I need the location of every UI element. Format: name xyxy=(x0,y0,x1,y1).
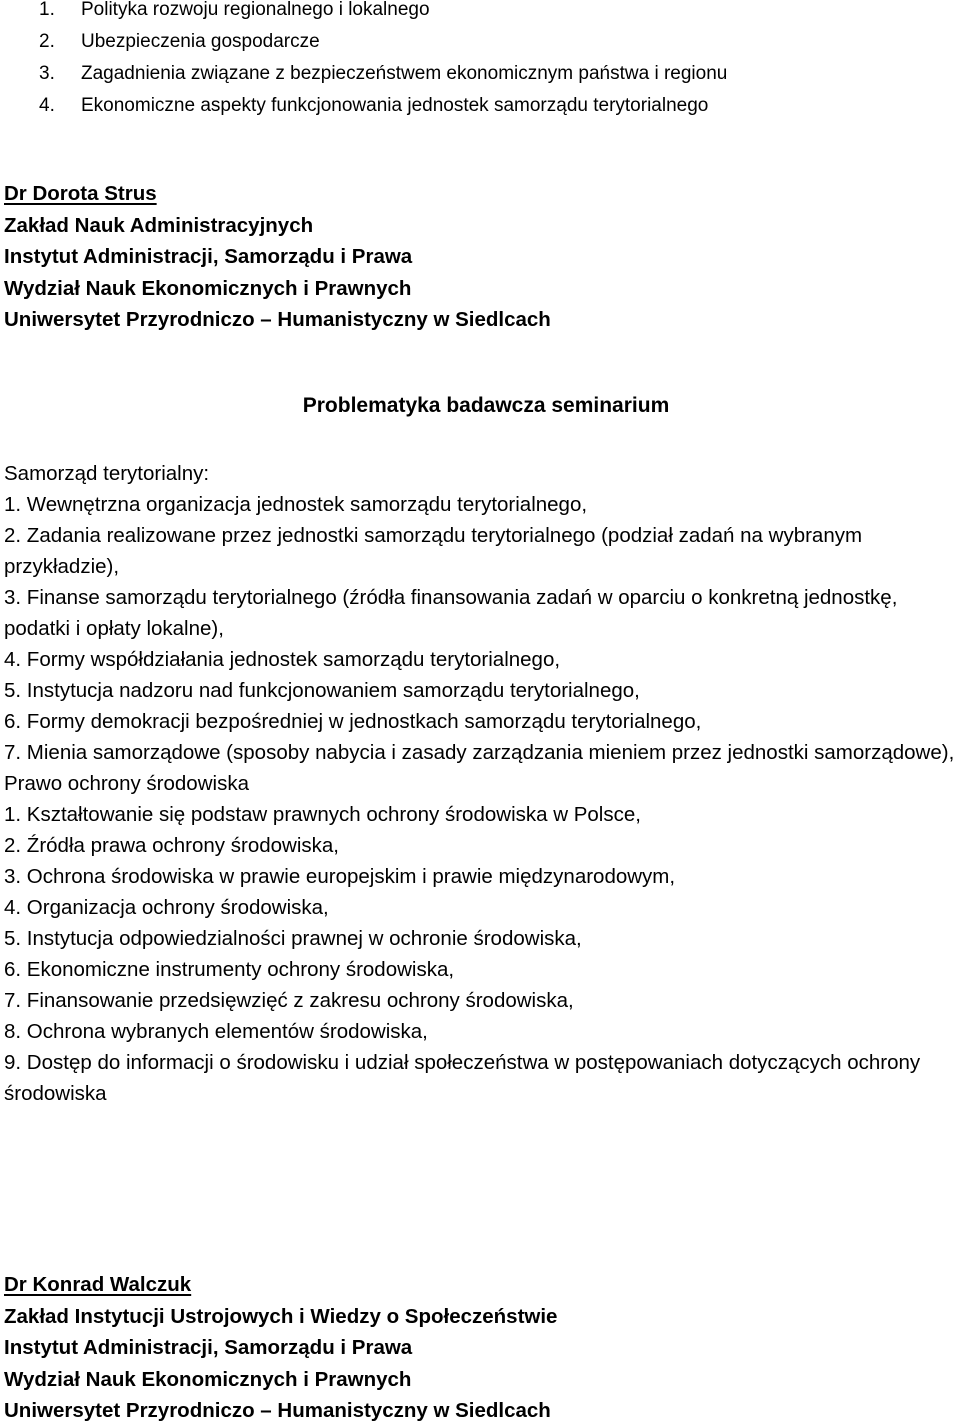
supervisor-1-affiliation xyxy=(4,178,954,336)
faculty: Wydział Nauk Ekonomicznych i Prawnych xyxy=(4,1367,412,1391)
list-item xyxy=(0,90,960,122)
topic-item: 4. Formy współdziałania jednostek samorządu terytorialnego, xyxy=(4,648,561,671)
list-item-text: Ubezpieczenia gospodarcze xyxy=(81,31,320,52)
list-item xyxy=(0,0,960,26)
topic-item: 9. Dostęp do informacji o środowisku i udział społeczeństwa w postępowaniach dotyczących ochrony środowiska xyxy=(4,1051,921,1105)
topic-item: 2. Źródła prawa ochrony środowiska, xyxy=(4,834,339,857)
research-areas-list xyxy=(0,0,960,122)
topic-group-title: Prawo ochrony środowiska xyxy=(4,772,249,795)
topic-item: 6. Formy demokracji bezpośredniej w jednostkach samorządu terytorialnego, xyxy=(4,710,702,733)
topic-item: 6. Ekonomiczne instrumenty ochrony środowiska, xyxy=(4,958,455,981)
list-item-text: Polityka rozwoju regionalnego i lokalnego xyxy=(81,0,430,20)
section-heading: Problematyka badawcza seminarium xyxy=(302,394,670,417)
institute: Instytut Administracji, Samorządu i Prawa xyxy=(4,245,413,268)
topic-item: 2. Zadania realizowane przez jednostki samorządu terytorialnego (podział zadań na wybranym przykładzie), xyxy=(4,524,863,578)
list-item-text: Ekonomiczne aspekty funkcjonowania jednostek samorządu terytorialnego xyxy=(81,95,709,116)
topic-item: 1. Kształtowanie się podstaw prawnych ochrony środowiska w Polsce, xyxy=(4,803,641,826)
supervisor-2-affiliation xyxy=(4,1269,954,1427)
seminar-topics xyxy=(4,458,960,1109)
topic-item: 1. Wewnętrzna organizacja jednostek samorządu terytorialnego, xyxy=(4,493,588,516)
institute: Instytut Administracji, Samorządu i Prawa xyxy=(4,1336,413,1359)
topic-item: 4. Organizacja ochrony środowiska, xyxy=(4,896,329,919)
topic-item: 3. Ochrona środowiska w prawie europejskim i prawie międzynarodowym, xyxy=(4,865,676,888)
list-item-number: 1. xyxy=(39,0,55,20)
list-item-number: 3. xyxy=(39,63,55,84)
university: Uniwersytet Przyrodniczo – Humanistyczny w Siedlcach xyxy=(4,308,551,331)
university: Uniwersytet Przyrodniczo – Humanistyczny w Siedlcach xyxy=(4,1399,551,1422)
supervisor-name: Dr Konrad Walczuk xyxy=(4,1273,192,1296)
list-item-number: 2. xyxy=(39,31,55,52)
topic-item: 5. Instytucja nadzoru nad funkcjonowaniem samorządu terytorialnego, xyxy=(4,679,640,702)
department: Zakład Nauk Administracyjnych xyxy=(4,213,314,237)
department: Zakład Instytucji Ustrojowych i Wiedzy o Społeczeństwie xyxy=(4,1304,558,1328)
list-item-text: Zagadnienia związane z bezpieczeństwem ekonomicznym państwa i regionu xyxy=(81,63,728,84)
supervisor-name: Dr Dorota Strus xyxy=(4,182,157,205)
topic-group-title: Samorząd terytorialny: xyxy=(4,462,210,485)
topic-item: 3. Finanse samorządu terytorialnego (źródła finansowania zadań w oparciu o konkretną jednostkę, podatki i opłaty lokalne), xyxy=(4,586,898,640)
list-item xyxy=(0,58,960,90)
list-item xyxy=(0,26,960,58)
topic-item: 7. Mienia samorządowe (sposoby nabycia i zasady zarządzania mieniem przez jednostki samorządowe), xyxy=(4,741,955,764)
list-item-number: 4. xyxy=(39,95,55,116)
topic-item: 7. Finansowanie przedsięwzięć z zakresu ochrony środowiska, xyxy=(4,989,574,1012)
topic-item: 8. Ochrona wybranych elementów środowiska, xyxy=(4,1020,428,1043)
faculty: Wydział Nauk Ekonomicznych i Prawnych xyxy=(4,276,412,300)
topic-item: 5. Instytucja odpowiedzialności prawnej w ochronie środowiska, xyxy=(4,927,582,950)
